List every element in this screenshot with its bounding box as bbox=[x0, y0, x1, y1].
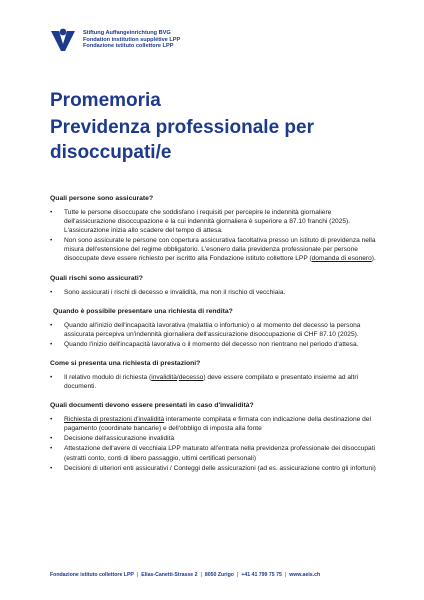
footer-street: Elias-Canetti-Strasse 2 bbox=[141, 572, 198, 578]
item-text: ). bbox=[371, 255, 376, 263]
page-subtitle: Previdenza professionale per disoccupati/e bbox=[50, 117, 314, 163]
bullet-list bbox=[50, 208, 378, 264]
bullet-list bbox=[50, 288, 378, 297]
bullet-icon: • bbox=[50, 237, 53, 245]
letterhead bbox=[50, 28, 180, 52]
item-text: Tutte le persone disoccupate che soddisfano i requisiti per percepire le indennità giornaliere dell'assicurazione disoccupazione e la cui indennità giornaliera è superiore a 87.10 franchi (2025). L'assicurazione inizia allo scadere del tempo di attesa. bbox=[64, 209, 351, 235]
footer-org: Fondazione istituto collettore LPP bbox=[50, 572, 134, 578]
bullet-icon: • bbox=[50, 288, 53, 296]
org-name-fr: Fondation institution supplétive LPP bbox=[83, 36, 181, 43]
figure-logo-icon bbox=[50, 28, 76, 52]
bullet-icon: • bbox=[50, 209, 53, 216]
item-text: Il relativo modulo di richiesta ( bbox=[64, 373, 152, 381]
section-question: Come si presenta una richiesta di prestazioni? bbox=[50, 359, 201, 367]
bullet-list bbox=[50, 321, 378, 349]
section-question: Quali persone sono assicurate? bbox=[50, 195, 154, 202]
footer-phone: +41 41 799 75 75 bbox=[241, 572, 282, 578]
bullet-icon: • bbox=[50, 435, 53, 443]
bullet-icon: • bbox=[50, 340, 53, 348]
list-item bbox=[50, 434, 378, 443]
item-text: / bbox=[176, 373, 179, 381]
item-text: ) deve essere compilato e presentato insieme ad altri documenti. bbox=[64, 373, 358, 391]
page-title: Promemoria bbox=[50, 90, 161, 111]
organization-names bbox=[83, 30, 180, 50]
document-link[interactable]: domanda di esonero bbox=[311, 255, 372, 263]
bullet-icon: • bbox=[50, 373, 53, 381]
item-text: Decisioni di ulteriori enti assicurativi / Conteggi delle assicurazioni (ad es. assicurazione contro gli infortuni) bbox=[64, 464, 376, 472]
document-link[interactable]: invalidità bbox=[151, 373, 177, 381]
list-item bbox=[50, 464, 378, 473]
bullet-icon: • bbox=[50, 321, 53, 329]
section-question: Quali rischi sono assicurati? bbox=[50, 274, 143, 282]
bullet-list bbox=[50, 415, 378, 473]
item-text: Non sono assicurate le persone con copertura assicurativa facoltativa presso un istituto di previdenza nella misura dell'estensione del regime obbligatorio. L'esonero dalla previdenza professionale per persone disoccupate deve essere richiesto per iscritto alla Fondazione istituto collettore LPP ( bbox=[64, 237, 376, 263]
bullet-icon: • bbox=[50, 445, 53, 453]
item-text: Quando l'inizio dell'incapacità lavorativa o il momento del decesso non rientrano nel periodo d'attesa. bbox=[64, 340, 359, 348]
list-item bbox=[50, 288, 378, 297]
bullet-list bbox=[50, 373, 378, 391]
memo-body bbox=[50, 194, 378, 483]
item-text: Quando all'inizio dell'incapacità lavorativa (malattia o infortunio) o al momento del decesso la persona assicurata percepiva un'indennità giornaliera dell'assicurazione disoccupazione di CHF 87.10 (2025). bbox=[64, 321, 361, 338]
item-text: interamente compilata e firmata con indicazione della destinazione del pagamento (coordinate bancarie) e dell'obbligo di imposta alla fonte bbox=[64, 416, 371, 433]
org-name-it: Fondazione istituto collettore LPP bbox=[83, 43, 174, 50]
list-item bbox=[50, 415, 378, 433]
item-text: Decisione dell'assicurazione invalidità bbox=[64, 435, 175, 443]
list-item bbox=[50, 444, 378, 462]
footer-website: www.aeis.ch bbox=[289, 572, 321, 578]
footer-separator: | bbox=[136, 572, 139, 578]
item-text: Attestazione dell'avere di vecchiaia LPP maturato all'entrata nella previdenza professionale dei disoccupati (estratti conto, conti di libero passaggio, ultimi certificati personali) bbox=[64, 445, 376, 462]
org-name-de: Stiftung Auffangeinrichtung BVG bbox=[83, 30, 171, 37]
list-item bbox=[50, 373, 378, 391]
bullet-icon: • bbox=[50, 464, 53, 472]
footer-city: 8050 Zurigo bbox=[204, 572, 234, 578]
document-link[interactable]: decesso bbox=[178, 373, 204, 381]
footer-separator: | bbox=[200, 572, 202, 578]
list-item bbox=[50, 208, 378, 235]
list-item bbox=[50, 340, 378, 349]
footer-separator: | bbox=[284, 572, 287, 578]
item-text: Sono assicurati i rischi di decesso e invalidità, ma non il rischio di vecchiaia. bbox=[64, 288, 286, 296]
footer-separator: | bbox=[236, 572, 239, 578]
footer bbox=[50, 572, 320, 578]
section-question: Quando è possibile presentare una richiesta di rendita? bbox=[53, 307, 233, 315]
list-item bbox=[50, 236, 378, 263]
document-link[interactable]: Richiesta di prestazioni d'invalidità bbox=[64, 416, 165, 424]
section-question: Quali documenti devono essere presentati in caso d'invalidità? bbox=[50, 402, 254, 410]
list-item bbox=[50, 321, 378, 339]
bullet-icon: • bbox=[50, 416, 53, 424]
